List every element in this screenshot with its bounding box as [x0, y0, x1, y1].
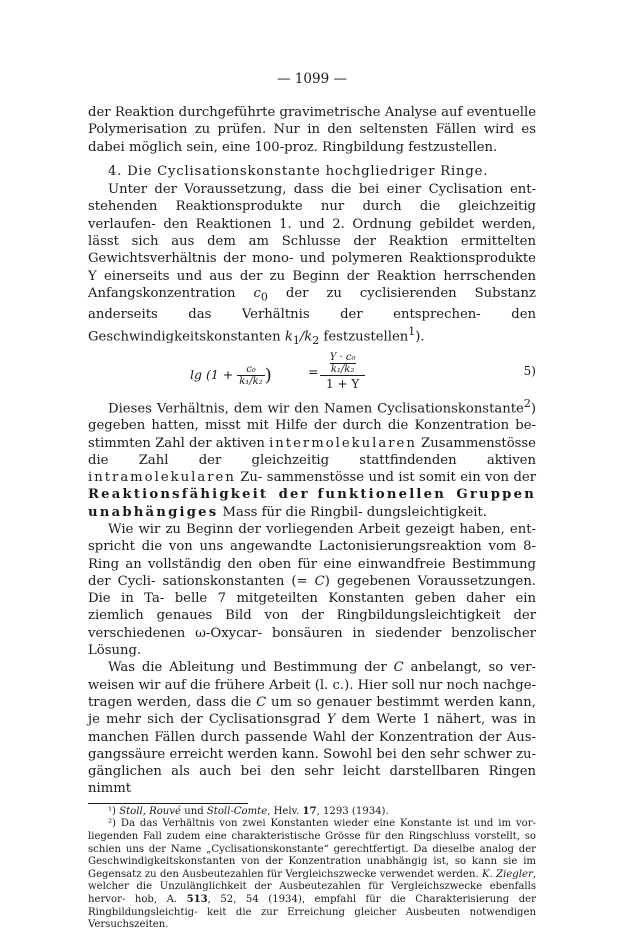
text-line: ) gegebenen Voraussetzungen. Die in Ta-: [88, 573, 537, 607]
author-names: Stoll, Rouvé: [119, 805, 181, 817]
text-line: belle 7 mitgeteilten Konstanten geben daher ein ziemlich genaues: [88, 591, 537, 624]
text-line: gänglichen als auch bei den sehr leicht darstellbaren Ringen nimmt: [88, 764, 536, 797]
spaced-term: intramolekularen: [88, 470, 236, 486]
emphasis: funktionellen Gruppen unabhängiges: [88, 487, 536, 520]
footnote-ref: 2: [523, 396, 531, 410]
text-line: manchen Fällen durch passende Wahl der Konzentration der Aus-: [88, 729, 536, 745]
text-line: sammenstösse und ist somit ein von der: [266, 470, 537, 486]
footnote-mark: ¹): [108, 805, 116, 817]
fraction-denominator: k₁/k₂: [239, 375, 263, 387]
text-line: anbelangt, so ver-: [403, 660, 536, 676]
equation-rhs: [320, 352, 365, 391]
fraction-numerator: c₀: [237, 364, 265, 376]
math-var: k: [284, 329, 293, 345]
footnote-1: [88, 806, 536, 819]
text-line: Polymerisation zu prüfen. Nur in den seltensten Fällen wird es: [88, 122, 536, 138]
text-line: gangssäure erreicht werden kann. Sowohl bei den sehr schwer zu-: [88, 746, 536, 762]
footnote-ref: 1: [408, 325, 416, 339]
equation-5: [88, 352, 536, 394]
text-line: Gegensatz zu den Ausbeutezahlen für Vergleichszwecke verwendet werden.: [88, 868, 483, 880]
text-line: zu cyclisierenden Substanz anderseits das Verhältnis der entsprechen-: [88, 285, 536, 322]
text-line: , 1293 (1934).: [316, 805, 389, 817]
paragraph-definition: [88, 395, 536, 521]
paragraph-derivation: [88, 659, 536, 797]
inner-numerator: Y · c₀: [329, 351, 356, 363]
text-line: je mehr sich der Cyclisationsgrad: [88, 712, 327, 728]
text-line: Unter der Voraussetzung, dass die bei einer Cyclisation ent-: [108, 182, 536, 198]
text-line: der Reaktion durchgeführte gravimetrische Analyse auf eventuelle: [88, 105, 536, 120]
page-number: — 1099 —: [277, 71, 347, 87]
page: [88, 70, 536, 932]
math-var: C: [314, 573, 325, 589]
author-names: Stoll-Comte: [206, 805, 268, 817]
text-line: zu Beginn der Reaktion herrschenden Anfangskonzentration: [88, 268, 536, 301]
math-var: C: [256, 694, 267, 710]
text-line: Zusammenstösse die: [88, 435, 536, 468]
text-line: Zu-: [235, 470, 263, 486]
author-names: K. Ziegler: [482, 868, 533, 880]
equation-number: 5): [523, 363, 536, 378]
inner-fraction: [330, 352, 356, 375]
volume-number: 513: [186, 893, 208, 905]
text-line: ,: [532, 868, 536, 880]
section-heading: 4. Die Cyclisationskonstante hochgliedriger Ringe.: [108, 163, 489, 179]
text-line: festzustellen: [319, 329, 409, 345]
text-line: Mass für die Ringbil-: [218, 504, 363, 520]
text-line: ).: [415, 329, 425, 345]
text-line: , 52, 54 (1934), empfahl für die Charakterisierung der Ringbildungsleichtig-: [88, 893, 536, 918]
emphasis: Reaktionsfähigkeit der: [88, 487, 310, 503]
math-var: c: [253, 285, 261, 301]
fraction: [237, 364, 265, 387]
paragraph-assumption: [88, 181, 536, 349]
math-sub: 2: [312, 334, 320, 348]
text-line: hob, A.: [134, 893, 187, 905]
text-line: Zahl der gleichzeitig stattfindenden aktiven: [138, 452, 536, 468]
text-line: schien uns der Name „Cyclisationskonstante“ gerechtfertigt. Da dieselbe analog der: [88, 843, 536, 855]
log-term: lg (1 +: [190, 366, 238, 382]
equation-lhs: [190, 364, 272, 387]
equals-sign: =: [308, 363, 319, 379]
rhs-denominator: 1 + Y: [326, 376, 360, 391]
text-line: sationskonstanten (=: [162, 573, 315, 589]
paren: ): [264, 364, 272, 386]
text-line: gegeben hatten, misst mit Hilfe der durch die Konzentration be-: [88, 418, 536, 434]
text-line: stehenden Reaktionsprodukte nur durch die gleichzeitig verlaufen-: [88, 199, 536, 232]
math-sub: 0: [260, 290, 268, 304]
text-line: Was die Ableitung und Bestimmung der: [108, 660, 394, 676]
spaced-term: intermolekularen: [269, 435, 417, 451]
text-line: Geschwindigkeitskonstanten von der Konzentration unabhängig ist, so kann sie im: [88, 856, 536, 868]
text-line: dabei möglich sein, eine 100-proz. Ringbildung festzustellen.: [88, 139, 498, 155]
text-line: , Helv.: [267, 805, 303, 817]
paragraph-lactonisation: [88, 521, 536, 659]
text-line: liegenden Fall zudem eine charakteristische Grösse für den Ringschluss vorstellt, so: [88, 830, 536, 842]
text-line: dungsleichtigkeit.: [366, 504, 488, 520]
text-line: Wie wir zu Beginn der vorliegenden Arbeit gezeigt haben, ent-: [108, 522, 536, 537]
text-line: welcher die Unzulänglichkeit der Ausbeutezahlen für Vergleichszwecke ebenfalls hervor-: [88, 881, 536, 905]
math-var: C: [393, 660, 404, 676]
math-var: Y: [326, 712, 336, 728]
text-line: um so genauer bestimmt werden kann,: [266, 694, 536, 710]
text-line: an vollständig den oben für eine einwandfreie Bestimmung der Cycli-: [88, 556, 536, 589]
text-line: spricht die von uns angewandte Lactonisierungsreaktion vom 8-Ring: [88, 539, 536, 572]
text-line: dem Werte 1 nähert, was in: [335, 712, 536, 728]
text-line: ): [530, 400, 536, 416]
text-line: der: [267, 285, 309, 301]
footnote-divider: [88, 803, 248, 804]
text-line: weisen wir auf die frühere Arbeit (l. c.). Hier soll nur noch nachge-: [88, 677, 536, 693]
footnote-2: [88, 818, 536, 931]
text-line: ²) Da das Verhältnis von zwei Konstanten wieder eine Konstante ist und im vor-: [108, 818, 536, 830]
text-line: und: [180, 805, 207, 817]
inner-denominator: k₁/k₂: [330, 363, 355, 375]
text-line: den Geschwindigkeitskonstanten: [88, 306, 536, 345]
math-var: /k: [299, 329, 313, 345]
text-line: tragen werden, dass die: [88, 694, 257, 710]
rhs-numerator: [320, 352, 365, 376]
text-line: mono- und polymeren Reaktionsprodukte Y einerseits und aus der: [88, 251, 536, 284]
paragraph-intro: [88, 104, 536, 156]
text-line: stimmten Zahl der aktiven: [88, 435, 270, 451]
text-line: keit die zur Erreichung gleicher Ausbeuten notwendigen Versuchszeiten.: [88, 906, 536, 931]
math-sub: 1: [292, 334, 300, 348]
text-line: Bild von der Ringbildungsleichtigkeit der verschiedenen ω-Oxycar-: [88, 608, 536, 641]
volume-number: 17: [302, 805, 317, 817]
text-line: bonsäuren in siedender benzolischer Lösung.: [88, 625, 536, 659]
text-line: dem am Schlusse der Reaktion ermittelten Gewichtsverhältnis der: [88, 234, 536, 267]
text-line: Dieses Verhältnis, dem wir den Namen Cyclisationskonstante: [108, 400, 524, 416]
text-line: den Reaktionen 1. und 2. Ordnung gebildet werden, lässt sich aus: [88, 216, 536, 250]
